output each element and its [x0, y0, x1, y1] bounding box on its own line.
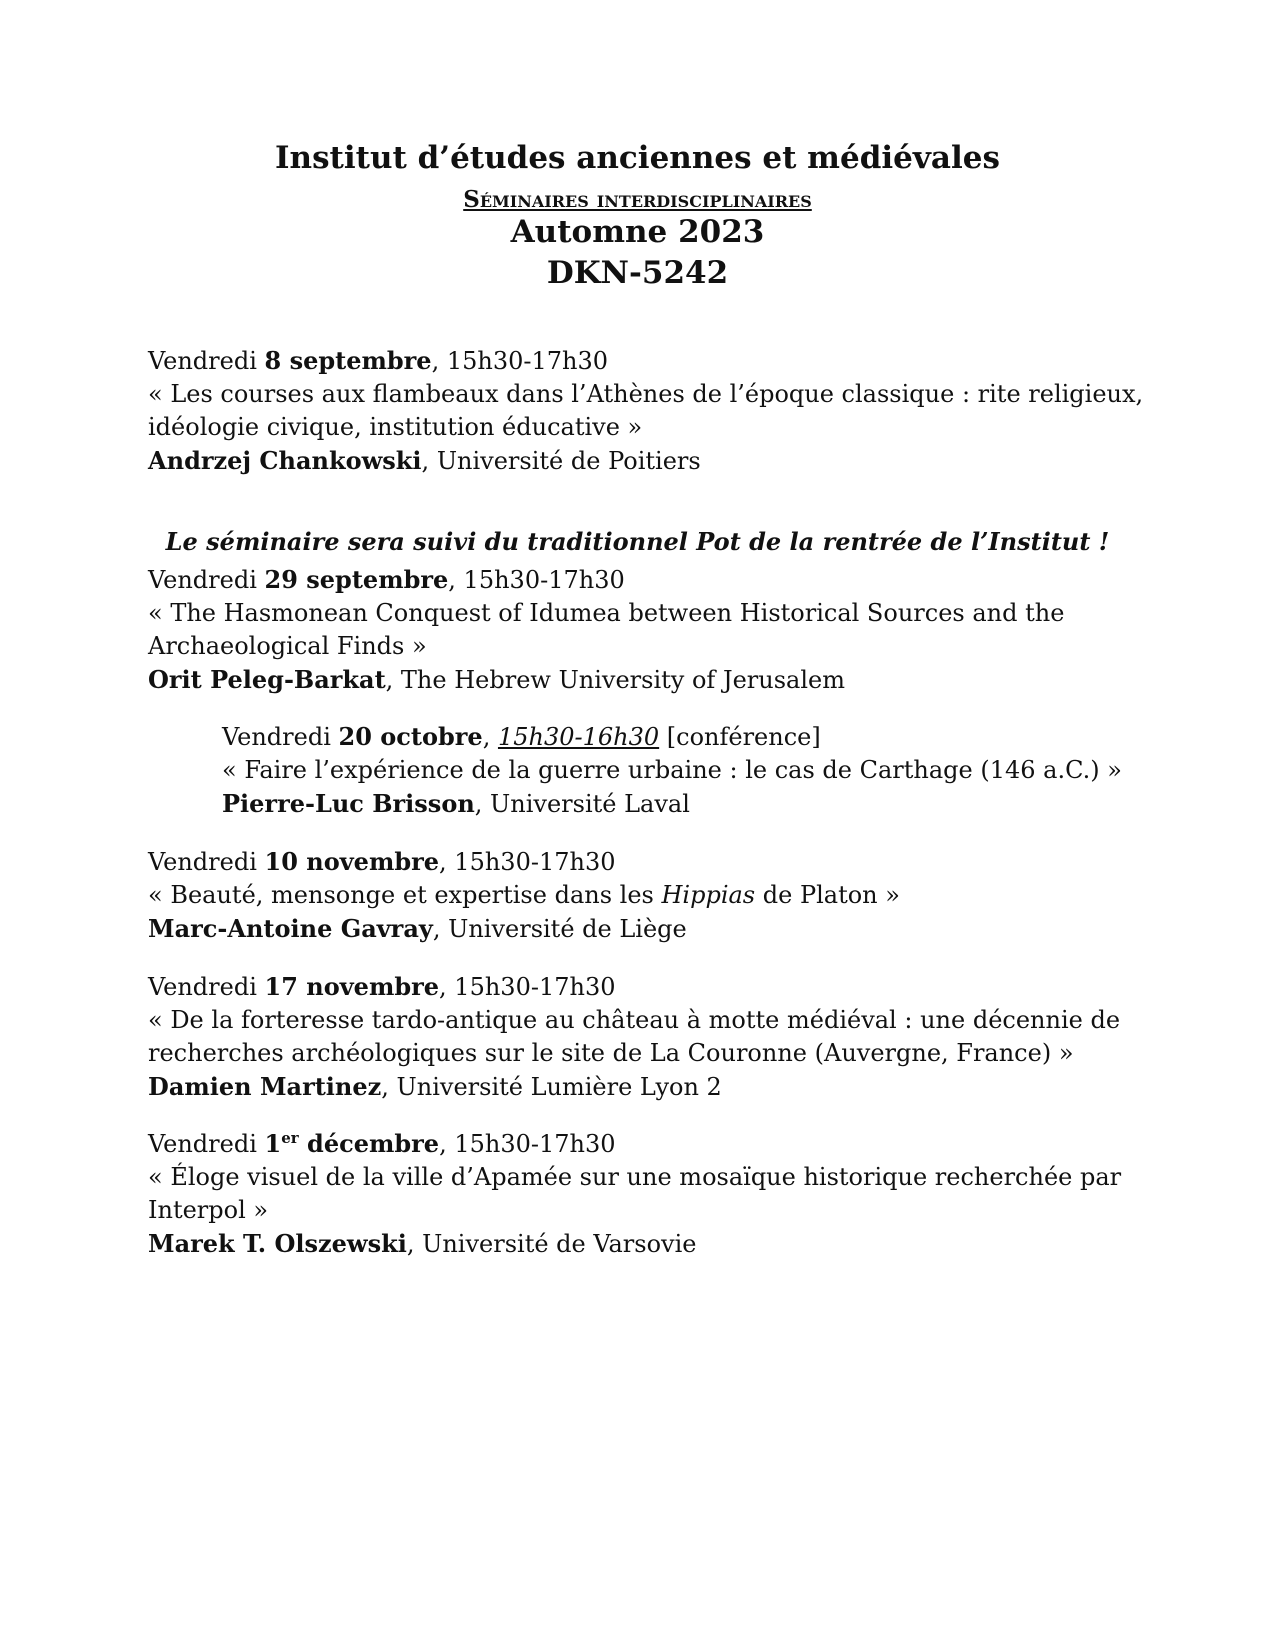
speaker-name: Marek T. Olszewski: [148, 1229, 407, 1258]
session-entry: [148, 970, 1128, 1104]
speaker-affiliation: Université Laval: [490, 790, 690, 818]
session-date: 10 novembre: [264, 847, 440, 876]
session-entry: [148, 344, 1144, 478]
session-title: « Faire l’expérience de la guerre urbaine : le cas de Carthage (146 a.C.) »: [222, 756, 1122, 784]
speaker-affiliation: The Hebrew University of Jerusalem: [400, 666, 845, 694]
session-entry: [148, 1127, 1128, 1261]
session-title: idéologie civique, institution éducative »: [148, 413, 643, 441]
session-date: 29 septembre: [264, 565, 449, 594]
session-speaker-line: Damien Martinez, Université Lumière Lyon 2: [148, 1072, 722, 1101]
session-title: Archaeological Finds »: [148, 632, 427, 660]
session-entry: [148, 845, 1128, 946]
session-date: 8 septembre: [264, 346, 432, 375]
speaker-affiliation: Université de Varsovie: [422, 1230, 697, 1258]
speaker-name: Damien Martinez: [148, 1072, 382, 1101]
session-type: [conférence]: [666, 723, 821, 751]
season-heading: Automne 2023: [510, 214, 765, 250]
session-date-line: Vendredi 10 novembre, 15h30-17h30: [148, 847, 616, 876]
session-date: 1er décembre: [264, 1129, 440, 1158]
session-speaker-line: Andrzej Chankowski, Université de Poitiers: [148, 446, 701, 475]
speaker-affiliation: Université de Liège: [448, 915, 687, 943]
session-date: 20 octobre: [338, 722, 483, 751]
session-title: « The Hasmonean Conquest of Idumea between Historical Sources and the: [148, 599, 1065, 627]
session-date-line: Vendredi 29 septembre, 15h30-17h30: [148, 565, 625, 594]
session-date-line: Vendredi 17 novembre, 15h30-17h30: [148, 972, 616, 1001]
speaker-name: Orit Peleg-Barkat: [148, 665, 386, 694]
session-speaker-line: Orit Peleg-Barkat, The Hebrew University of Jerusalem: [148, 665, 845, 694]
session-entry: [222, 720, 1202, 821]
session-title: « Beauté, mensonge et expertise dans les Hippias de Platon »: [148, 881, 900, 909]
session-title: « Éloge visuel de la ville d’Apamée sur une mosaïque historique recherchée par: [148, 1163, 1122, 1191]
session-speaker-line: Pierre-Luc Brisson, Université Laval: [222, 789, 690, 818]
session-title: « De la forteresse tardo-antique au château à motte médiéval : une décennie de: [148, 1006, 1121, 1034]
session-title: « Les courses aux flambeaux dans l’Athènes de l’époque classique : rite religieux,: [148, 380, 1144, 408]
speaker-affiliation: Université Lumière Lyon 2: [396, 1073, 722, 1101]
speaker-name: Marc-Antoine Gavray: [148, 914, 433, 943]
session-date-line: Vendredi 8 septembre, 15h30-17h30: [148, 346, 609, 375]
session-speaker-line: Marek T. Olszewski, Université de Varsovie: [148, 1229, 697, 1258]
session-title: recherches archéologiques sur le site de La Couronne (Auvergne, France) »: [148, 1039, 1074, 1067]
session-title: Interpol »: [148, 1196, 269, 1224]
speaker-affiliation: Université de Poitiers: [436, 447, 701, 475]
seminar-subtitle: Séminaires interdisciplinaires: [463, 186, 812, 213]
session-date: 17 novembre: [264, 972, 440, 1001]
reception-note: Le séminaire sera suivi du traditionnel Pot de la rentrée de l’Institut !: [165, 527, 1110, 556]
speaker-name: Pierre-Luc Brisson: [222, 789, 475, 818]
session-speaker-line: Marc-Antoine Gavray, Université de Liège: [148, 914, 687, 943]
room-heading: DKN-5242: [546, 255, 729, 291]
session-date-line: Vendredi 20 octobre, 15h30-16h30 [conférence]: [222, 722, 821, 751]
speaker-name: Andrzej Chankowski: [148, 446, 422, 475]
session-entry: [148, 563, 1128, 697]
institute-title: Institut d’études anciennes et médiévales: [275, 140, 1000, 176]
session-time: 15h30-16h30: [497, 723, 660, 751]
session-date-line: Vendredi 1er décembre, 15h30-17h30: [148, 1129, 616, 1158]
